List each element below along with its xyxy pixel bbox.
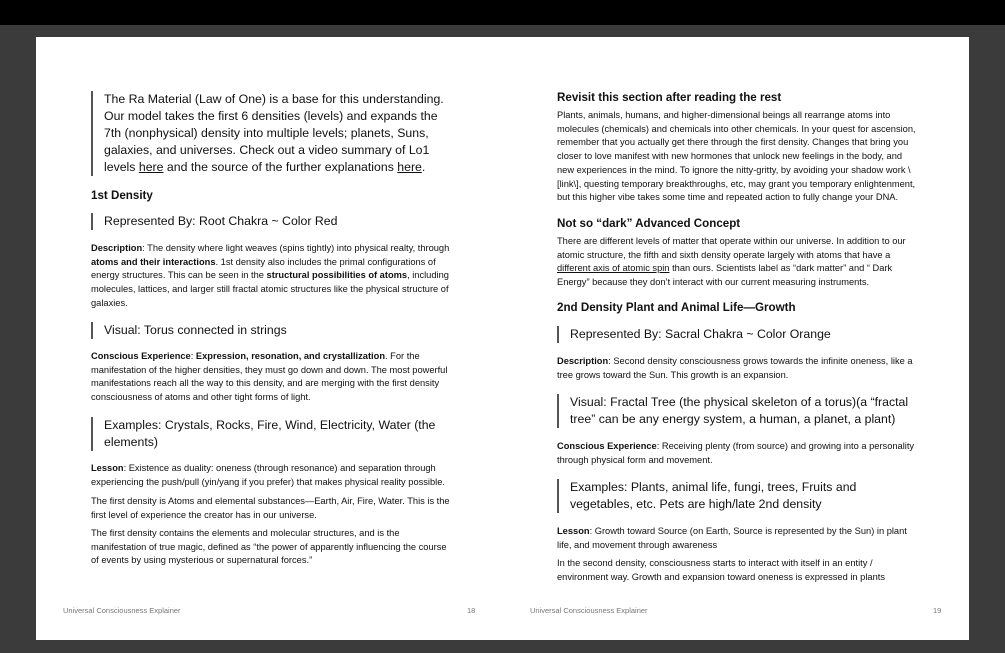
paragraph: Plants, animals, humans, and higher-dimensional beings all rearrange atoms into molecules (chemicals) and chemicals into other chemicals. In your quest for ascension, remember that you actually get there through the first density. Changes that bring you closer to love manifest with new hormones that unlock new feelings in the body, and new experiences in the mind. To ignore the nitty-gritty, by avoiding your shadow work \ [link\], questing temporary breakthroughs, etc, may grant you temporary enlightenment, but this higher vibe takes some time and repeated action to fully change your DNA. [557, 110, 916, 203]
label: Conscious Experience [557, 441, 657, 451]
text: than ours. Scientists label as “dark matter” and “ Dark Energy” because they don’t interact with our current measuring instruments. [557, 263, 893, 288]
examples-quote: Examples: Plants, animal life, fungi, trees, Fruits and vegetables, etc. Pets are high/late 2nd density [557, 479, 910, 513]
text: . For the manifestation of the higher densities, they must go down and down. The most powerful manifestations reach all the way to this density, and are merging with the first density consciousness of atoms and other tight forms of light. [91, 351, 448, 403]
text: : Existence as duality: oneness (through resonance) and separation through experiencing the push/pull (yin/yang if you prefer) that makes physical reality possible. [91, 463, 445, 487]
text: : [190, 351, 196, 361]
conscious-paragraph [557, 440, 919, 467]
examples-quote: Examples: Crystals, Rocks, Fire, Wind, Electricity, Water (the elements) [91, 417, 450, 451]
visual-quote: Visual: Torus connected in strings [91, 322, 450, 339]
lesson-paragraph [557, 525, 912, 552]
represented-quote: Represented By: Root Chakra ~ Color Red [91, 213, 450, 230]
label: Conscious Experience [91, 351, 191, 361]
label: Lesson [91, 463, 124, 473]
atomic-spin-link[interactable]: different axis of atomic spin [557, 263, 670, 274]
intro-text: The Ra Material (Law of One) is a base for this understanding. Our model takes the first 6 densities (levels) and expands the 7th (nonphysical) density into multiple levels; planets, Suns, galaxies, and universes. Check out a video summary of Lo1 levels [104, 92, 444, 174]
intro-quote [91, 91, 450, 176]
intro-text: . [421, 160, 426, 174]
intro-text: and the source of the further explanations [163, 160, 398, 174]
label: Description [557, 356, 609, 366]
page-number: 19 [933, 606, 942, 615]
bold-text: structural possibilities of atoms [266, 270, 408, 281]
visual-quote: Visual: Fractal Tree (the physical skeleton of a torus)(a “fractal tree” can be any energy system, a human, a planet, a plant) [557, 394, 920, 428]
text: : Receiving plenty (from source) and growing into a personality through physical form and movement. [557, 441, 915, 465]
label: Description [91, 243, 143, 253]
label: Lesson [557, 526, 590, 536]
paragraph: In the second density, consciousness starts to interact with itself in an entity / environment way. Growth and expansion toward oneness is expressed in plants [557, 558, 885, 582]
represented-quote: Represented By: Sacral Chakra ~ Color Orange [557, 326, 916, 343]
page-number: 18 [467, 606, 476, 615]
conscious-paragraph [91, 350, 453, 405]
video-summary-link[interactable]: here [138, 160, 164, 174]
section-heading: 2nd Density Plant and Animal Life—Growth [557, 301, 796, 314]
lesson-paragraph [91, 462, 453, 489]
text: . 1st density also includes the primal configurations of energy structures. This can be seen in the [91, 256, 436, 281]
footer-title: Universal Consciousness Explainer [530, 606, 648, 615]
text: : The density where light weaves (spins tightly) into physical realty, through [142, 243, 450, 253]
description-paragraph [91, 242, 453, 311]
bold-text: atoms and their interactions [91, 256, 216, 267]
text: : Second density consciousness grows towards the infinite oneness, like a tree grows toward the Sun. This growth is an expansion. [557, 356, 913, 380]
section-heading: Not so “dark” Advanced Concept [557, 217, 741, 230]
paragraph [557, 235, 907, 290]
paragraph: The first density contains the elements and molecular structures, and is the manifestation of true magic, defined as “the power of apparently influencing the course of events by using mysterious or supernatural forces.” [91, 528, 447, 566]
source-link[interactable]: here [397, 160, 422, 174]
section-heading: 1st Density [91, 189, 153, 202]
footer-title: Universal Consciousness Explainer [63, 606, 181, 615]
section-heading: Revisit this section after reading the rest [557, 91, 782, 104]
paragraph: The first density is Atoms and elemental substances—Earth, Air, Fire, Water. This is the first level of experience the creator has in our universe. [91, 496, 450, 520]
top-bar [0, 0, 1005, 25]
description-paragraph [557, 355, 919, 382]
bold-text: Expression, resonation, and crystallization [195, 351, 385, 361]
text: , including molecules, lattices, and larger still fractal atomic structures like the physical structure of galaxies. [91, 270, 449, 308]
text: There are different levels of matter that operate within our universe. In addition to our atomic structure, the fifth and sixth density operate largely with atoms that have a [557, 236, 906, 260]
text: : Growth toward Source (on Earth, Source is represented by the Sun) in plant life, and movement through awareness [557, 526, 907, 550]
